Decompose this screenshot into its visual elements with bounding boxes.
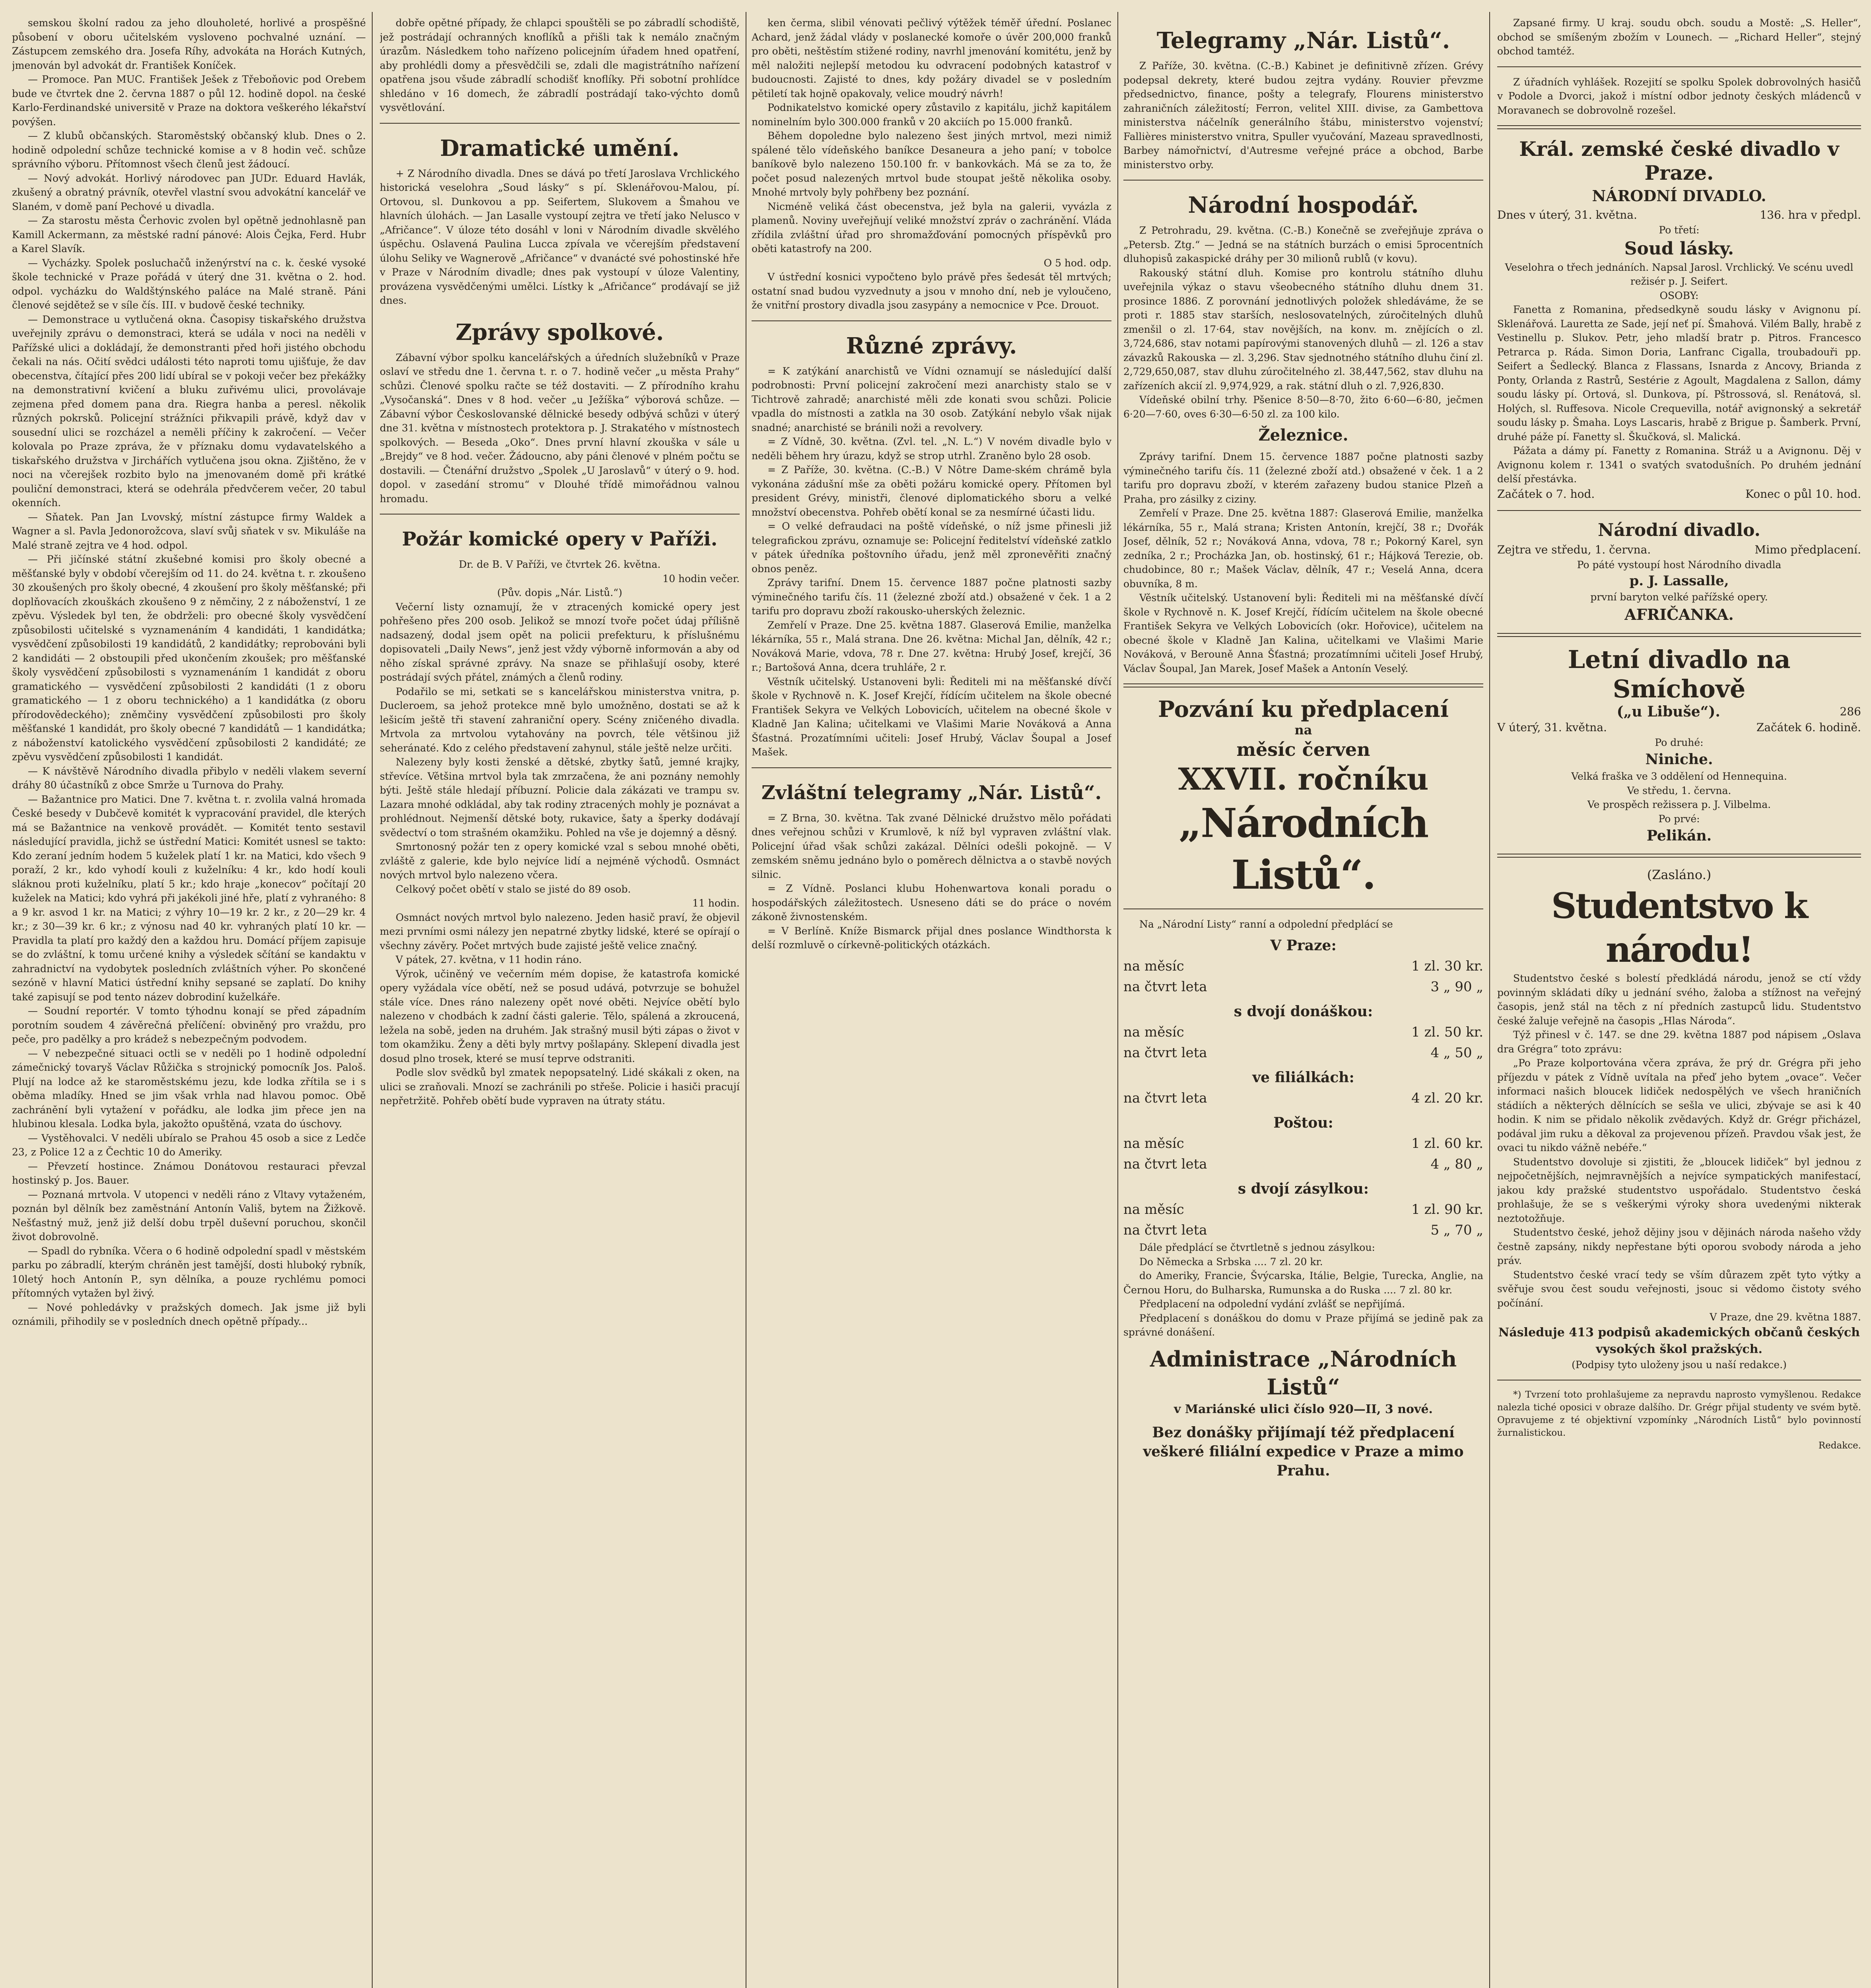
spolky-text [380,351,740,506]
paragraph: — Vystěhovalci. V neděli ubíralo se Prahou 45 osob a sice z Ledče 23, z Police 12 a z Čechtic 10 do Ameriky. [12,1132,366,1158]
paragraph: dobře opětné případy, že chlapci spouštěli se po zábradlí schodiště, jež postrádají ochranných knoflíků a přišli tak k nemálo značným úrazům. Následkem toho nařízeno policejním úřadem hned opatření, aby prohlédli domy a přesvědčili se, zdali dle magistrátního nařízení opatřena jsou všude zábradlí schodišť knoflíky. Při sobotní prohlídce shledáno v 16 domech, že zábradlí postrádají tako-výchto domů vysvětlování. [380,17,740,113]
po-treti: Po třetí: [1659,224,1700,236]
price-value: 3 „ 90 „ [1430,979,1483,995]
price-outro-3: do Ameriky, Francie, Švýcarska, Itálie, Belgie, Turecka, Anglie, na Černou Horu, do Bulharska, Rumunska a do Ruska .... 7 zl. 80 kr. [1123,1270,1483,1296]
column-3-text [752,16,1111,256]
theatre-dateline [1497,207,1861,223]
section-divider [1123,683,1483,687]
paragraph: Rakouský státní dluh. Komise pro kontrolu státního dluhu uveřejnila výkaz o stavu všeobecného státního dluhu dnem 31. prosince 1886. Z porovnání jednotlivých položek shledáváme, že se proti r. 1885 stav starších, neslosovatelných, zúročitelných dluhů zmenšil o zl. 17·64, stav novějších, na konv. m. znějících o zl. 3,724,686, stav notami papírovými stanovených dluhů — zl. 126 a stav závazků Rakouska — zl. 3,296. Stav sjednotného státního dluhu činí zl. 2,729,650,087, stav dluhu zúročitelného zl. 38,447,562, stav dluhu na zařízeních akcií zl. 9,974,929, a rak. státní dluh o zl. 7,926,830. [1123,267,1483,392]
paragraph: Studentstvo české s bolestí předkládá národu, jenož se ctí vždy povinným skládati díky u jednání svého, žaloba a stížnost na veřejný časopis, jenž stál na těch z ní předních zastupců lidu. Studentstvo české žaluje veřejně na časopis „Hlas Národa“. [1497,973,1861,1027]
play-title: Soud lásky. [1624,238,1734,259]
osoby: OSOBY: [1659,289,1699,301]
paragraph: „Po Praze kolportována včera zpráva, že prý dr. Grégra při jeho příjezdu v pátek z Vídně uvítala na přeď jeho bytem „ovace“. Večer informaci našich bloucek lidiček nedospělých ve všech hraničních stádiích a některých dělnících se sešla ve ulici, zbývaje se asi k 40 hodin. K nim se přidalo několik zvědavých. Když dr. Grégr přicházel, podával jim ruku a děkoval za projevenou přízeň. Pravdou však jest, že ovaci tu nikdo vážně nebéře.“ [1497,1057,1861,1153]
paragraph: = Z Brna, 30. května. Tak zvané Dělnické družstvo mělo pořádati dnes veřejnou schůzi v Krumlově, k níž byl vypraven zvláštní vlak. Policejní úřad však schůzi zakázal. Dělníci odešli pokojně. — V zemském sněmu jednáno bylo o poměrech dělnictva a o stavbě nových silnic. [752,812,1111,880]
section-divider [1497,633,1861,637]
paragraph: — Sňatek. Pan Jan Lvovský, místní zástupce firmy Waldek a Wagner a sl. Pavla Jedonorožcova, slaví svůj sňatek v sv. Mikuláše na Malé straně zejtra ve 4 hod. odpol. [12,511,366,551]
pelikan: Pelikán. [1646,827,1712,844]
theatre-times [1497,486,1861,502]
hosp-heading: Národní hospodář. [1188,192,1419,218]
opera-time: 10 hodin večer. [663,573,740,584]
pozvani-na: na [1294,722,1312,738]
ruzne-heading: Různé zprávy. [846,332,1017,359]
section-divider [1497,66,1861,67]
paragraph: — Promoce. Pan MUC. František Ješek z Třeboňovic pod Orebem bude ve čtvrtek dne 2. června 1887 o půl 12. hodině dopol. na české Karlo-Ferdinandské universitě v Praze na doktora veškerého lékařství povýšen. [12,74,366,128]
mimo: Mimo předplacení. [1754,543,1861,556]
nd-dateline [1497,542,1861,558]
paragraph: V pátek, 27. května, v 11 hodin ráno. [396,954,582,965]
paragraph: semskou školní radou za jeho dlouholeté, horlivé a prospěšné působení v oboru učitelském vysloveno pochvalné uznání. — Zástupcem zemského dra. Josefa Ríhy, advokáta na Horách Kutných, jmenován byl advokát dr. František Koníček. [12,17,366,71]
theatre-sub: NÁRODNÍ DIVADLO. [1592,187,1766,205]
paragraph: Během dopoledne bylo nalezeno šest jiných mrtvol, mezi nimiž spálené tělo vídeňského baníkce Desaneura a jeho paní; v tobolce baníkově bylo nalezeno 150.100 fr. v bankovkách. Má se za to, že počet posud nalezených mrtvol bude stoupat ještě několika osoby. Mnohé mrtvoly byly pohřbeny bez poznání. [752,130,1111,198]
footnote: *) Tvrzení toto prohlašujeme za nepravdu naprosto vymyšlenou. Redakce nalezla tiché oposici v obraze dalšího. Dr. Grégr přijal studenty ve svém bytě. Opravujeme z té objektivní vzpomínky „Národních Listů“ bylo povinností žurnalistickou. [1497,1390,1861,1438]
column-1 [12,16,366,1988]
price-value: 1 zl. 90 kr. [1411,1202,1483,1217]
opera-heading: Požár komické opery v Paříži. [402,528,718,550]
paragraph: Podle slov svědků byl zmatek nepopsatelný. Lidé skákali z oken, na ulici se zraňovali. Mnozí se zachránili po střeše. Policie i hasiči pracují nepřetržitě. Pohřeb obětí bude vypraven na útraty státu. [380,1067,740,1107]
paragraph: Zábavní výbor spolku kancelářských a úředních služebníků v Praze oslaví ve středu dne 1. června t. r. o 7. hodině večer „u města Prahy“ schůzi. Členové spolku račte se též dostaviti. — Z přírodního krahu „Vysočanská“. Dnes v 8 hod. večer „u Ježíška“ výborová schůze. — Zábavní výbor Českoslovanské dělnické besedy odbývá schůzi v úterý dne 31. května v místnostech protektora p. J. Strakatého v místnostech spolkových. — Beseda „Oko“. Dnes první hlavní zkouška v sále u „Brejdy“ ve 8 hod. večer. Žádoucno, aby páni členové v plném počtu se dostavili. — Čtenářní družstvo „Spolek „U Jaroslavů“ v úterý o 9. hod. dopol. v zasedání stromu“ v Dlouhé třídě mimořádnou valnou hromadu. [380,351,740,505]
paragraph: = Z Vídně. Poslanci klubu Hohenwartova konali poradu o hospodářských záležitostech. Usneseno dáti se do práce o novém zákoně živnostenském. [752,883,1111,922]
pat: Po páté vystoupí host Národního divadla [1577,559,1782,571]
paragraph: Věstník učitelský. Ustanovení byli: Řediteli mi na měšťanské dívčí škole v Rychnově n. K. Josef Krejčí, řídícím učitelem na škole obecné František Sekyra ve Velkých Lobovicích (okr. Hořovice), učitelem na obecné škole v Kladně Jan Kalina, učitelkami ve Vlašimi Marie Nováková, v Berouně Anna Šťastná; prozatímními učiteli Josef Hrubý, Václav Šoupal, Jan Marek, Josef Mašek a Antonín Veselý. [1123,592,1483,674]
price-outro-2: Do Německa a Srbska .... 7 zl. 20 kr. [1139,1256,1323,1268]
admin-sub: v Mariánské ulici číslo 920—II, 3 nové. [1174,1402,1433,1416]
letni-num: 286 [1840,705,1861,718]
price-section: s dvojí donáškou: [1234,1003,1373,1020]
libuse: („u Libuše“). [1616,703,1720,720]
pozvani-nl: „Národních Listů“. [1178,799,1428,898]
footnote-sig: Redakce. [1818,1441,1861,1451]
paragraph: = V Berlíně. Kníže Bismarck přijal dnes poslance Windthorsta k delší rozmluvě o církevně-politických otázkách. [752,925,1111,951]
price-label: na měsíc [1123,1024,1184,1040]
nd-heading: Národní divadlo. [1598,520,1760,540]
price-label: na čtvrt leta [1123,979,1207,995]
opera-dateline: Dr. de B. V Paříži, ve čtvrtek 26. května. [459,559,661,570]
price-value: 5 „ 70 „ [1430,1222,1483,1238]
zejtra: Zejtra ve středu, 1. června. [1497,543,1651,556]
paragraph: Zemřelí v Praze. Dne 25. května 1887: Glaserová Emilie, manželka lékárníka, 55 r., Malá strana; Kristen Antonín, krejčí, 38 r.; Dvořák Josef, dělník, 52 r.; Nováková Anna, vdova, 78 r.; Pokorný Karel, syn zedníka, 2 r.; Procházka Jan, ob. hostinský, 61 r.; Hájková Terezie, ob. chudobince, 80 r.; Mašek Václav, dělník, 47 r.; Veselá Anna, dcera obuvníka, 8 m. [1123,507,1483,590]
price-label: na čtvrt leta [1123,1045,1207,1061]
section-divider [380,123,740,124]
column-rule [372,12,373,1988]
paragraph: + Z Národního divadla. Dnes se dává po třetí Jaroslava Vrchlického historická veselohra „Soud lásky“ s pí. Sklenářovou-Malou, pí. Ortovou, sl. Dunkovou a pp. Seifertem, Slukovem a Šmahou ve hlavních úlohách. — Jan Lasalle vystoupí zejtra ve třetí jako Nelusco v „Afričance“. V úloze této dosáhl v loni v Národním divadle skvělého úspěchu. Oslavená Paulina Lucca zpívala ve včerejším představení úlohu Seliky ve Wagnerově „Afričance“ v dvanácté své pohostinské hře v Praze v Národním divadle; dnes pak vystoupí v úloze Valentiny, provázena vysvědčenými umělci. Lístky k „Afričance“ prodávají se již dnes. [380,167,740,306]
paragraph: Celkový počet obětí v stalo se jisté do 89 osob. [396,883,631,895]
paragraph: Výrok, učiněný ve večerním mém dopise, že katastrofa komické opery vyžádala více obětí, než se posud udává, potvrzuje se bohužel stále více. Dnes ráno nalezeny opět nové oběti. Nejvíce obětí bylo nalezeno v chodbách k zadní části galerie. Tělo, spálená a zkroucená, ležela na sobě, jeden na druhém. Jak strašný musil býti zápas o život v tom okamžiku. Ženy a děti byly mrtvy pošlapány. Sklepení divadla jest dosud plno trosek, které se musí teprve odstraniti. [380,968,740,1064]
paragraph: Nalezeny byly kosti ženské a dětské, zbytky šatů, jemné krajky, střevíce. Většina mrtvol byla tak zmrzačena, že ani poznány nemohly býti. Ještě stále hledají příbuzní. Policie dala zákázati ve trampu sv. Lazara mnohé odkládal, aby tak rodiny ztracených mohly je poznávat a prohlédnout. Nejmenší dětské boty, rukavice, šaty a šperky dodávají svědectví o tom strašném okamžiku. Pohled na vše je dojemný a děsný. [380,756,740,839]
price-row [1123,1022,1483,1043]
paragraph: — Nové pohledávky v pražských domech. Jak jsme již byli oznámili, přihodily se v posledních dnech opětně případy... [12,1301,366,1327]
prospech: Ve prospěch režissera p. J. Vilbelma. [1587,799,1771,810]
price-section: s dvojí zásylkou: [1238,1180,1369,1197]
po-druhe: Po druhé: [1655,736,1704,748]
streda: Ve středu, 1. června. [1627,784,1731,796]
telegram-text [1123,59,1483,172]
price-row [1123,956,1483,977]
price-value: 1 zl. 50 kr. [1411,1024,1483,1040]
price-outro-5: Předplacení s donáškou do domu v Praze přijímá se jedině pak za správné donášení. [1123,1312,1483,1338]
lassalle: p. J. Lassalle, [1629,573,1729,589]
theatre-num: 136. hra v předpl. [1760,208,1861,221]
paragraph: Zapsané firmy. U kraj. soudu obch. soudu a Mostě: „S. Heller“, obchod se smíšeným zbožím v Lounech. — „Richard Heller“, stejný obchod tamtéž. [1497,17,1861,57]
paragraph: — Za starostu města Čerhovic zvolen byl opětně jednohlasně pan Kamill Ackermann, za městské radní pánové: Alois Čejka, Ferd. Hubr a Karel Slavík. [12,215,366,254]
col3-time: O 5 hod. odp. [1043,257,1111,269]
letni-zac: Začátek 6. hodině. [1756,720,1861,734]
dramatic-text [380,167,740,308]
section-divider [752,320,1111,321]
theatre-date: Dnes v úterý, 31. května. [1497,208,1637,221]
opera-text [380,600,740,897]
column-5-top-text [1497,16,1861,58]
pozvani-mesic: měsíc červen [1236,738,1370,760]
letni-date: V úterý, 31. května. [1497,720,1607,734]
stud-heading: Studentstvo k národu! [1551,885,1807,970]
price-label: na čtvrt leta [1123,1156,1207,1172]
section-divider [1497,125,1861,129]
paragraph: — Převzetí hostince. Známou Donátovou restauraci převzal hostinský p. Jos. Bauer. [12,1160,366,1186]
paragraph: — Spadl do rybníka. Včera o 6 hodině odpolední spadl v městském parku po zábradlí, kterým chráněn jest tamější, dosti hluboký rybník, 10letý hoch Antonín P., syn dělníka, a pouze rychlému pomoci přítomných vytažen byl živý. [12,1245,366,1299]
price-label: na čtvrt leta [1123,1090,1207,1106]
price-outro-1: Dále předplácí se čtvrtletně s jednou zásylkou: [1139,1242,1375,1253]
section-divider [752,767,1111,768]
price-row [1123,1088,1483,1109]
column-3 [752,16,1111,1988]
zel-heading: Železnice. [1258,426,1348,445]
price-section: ve filiálkách: [1252,1069,1354,1086]
hosp-text [1123,223,1483,421]
opera-source: (Pův. dopis „Nár. Listů.“) [497,587,622,598]
konec: Konec o půl 10. hod. [1745,487,1861,501]
dramatic-heading: Dramatické umění. [440,135,680,161]
paragraph: Věstník učitelský. Ustanoveni byli: Řediteli mi na měšťanské dívčí škole v Rychnově n. K. Josef Krejčí, řídícím učitelem na škole obecné František Sekyra ve Velkých Lobovicích, učitelem na obecné škole v Kladně Jan Kalina; učitelkami ve Vlašimi Marie Nováková a Anna Šťastná. Prozatímními učiteli: Josef Hrubý, Václav Šoupal a Josef Mašek. [752,676,1111,758]
column-2 [380,16,740,1988]
paragraph: Osmnáct nových mrtvol bylo nalezeno. Jeden hasič praví, že objevil mezi prvními osmi nálezy jen nepatrné zbytky lidské, které se opírají o všechny závěry. Počet mrtvých bude zajisté ještě velice značný. [380,911,740,951]
play-desc: Veselohra o třech jednáních. Napsal Jarosl. Vrchlický. Ve scénu uvedl režisér p. J. Seifert. [1505,261,1854,287]
column-5 [1497,16,1861,1988]
paragraph: — Poznaná mrtvola. V utopenci v neděli ráno z Vltavy vytaženém, poznán byl dělník bez zaměstnání Antonín Vališ, bytem na Žižkově. Nešťastný muž, jenž již delší dobu trpěl duševní poruchou, skončil život dobrovolně. [12,1188,366,1242]
price-label: na měsíc [1123,1136,1184,1151]
section-divider [1497,854,1861,858]
paragraph: — Bažantnice pro Matici. Dne 7. května t. r. zvolila valná hromada České besedy v Dubčevě komitét k vypracování pravidel, dle kterých má se Bažantnice na venkově provádět. — Komitét tento sestavil následující pravidla, jichž se ústřední Matici: Komitét usnesl se takto: Kdo zeraní jedním hodem 5 kuželek platí 1 kr. na Matici, kdo všech 9 poraží, 2 kr., kdo vyhodí kouli z kuželníku: 4 kr., kdo hodí kouli sláknou proti kuželníku, platí 5 kr.; kdo hraje „konecov“ počítají 20 kuželek na Matici; kdo vyhrá při jakékoli jiné hře, platí z vyhraného: 8 a 9 kr. asvod 1 kr. na Matici; z výhry 10—19 kr. 2 kr., z 20—29 kr. 4 kr.; z 30—39 kr. 6 kr.; z výnosu nad 40 kr. vyhraných platí 10 kr. — Pravidla ta platí pro každý den a každou hru. Domácí příjem zapisuje se do zvláštní, k tomu určené knihy a výsledek sčítání se kandaktu v zahradnictví na vydobytek posledních zvláštních výher. Po skončené sezóně v hlavní Matici ústřední knihy sepsané se zaplatí. Do knihy také zapisují se pod tento název dobrodiní kuželkáře. [12,793,366,1003]
price-row [1123,1220,1483,1241]
niniche: Niniche. [1645,751,1713,768]
price-row [1123,1154,1483,1175]
price-row [1123,977,1483,997]
zvl-heading: Zvláštní telegramy „Nár. Listů“. [761,781,1102,804]
paragraph: — V nebezpečné situaci octli se v neděli po 1 hodině odpolední zámečnický tovaryš Václav Růžička s strojnický pomocník Jos. Paloš. Plují na lodce až ke staroměstskému jezu, kde lodka zřítila se i s oběma mladíky. Hned se jim však vrhla nad hlavou pomoc. Obě zachránění byli vytažení v pořádku, ale lodka jim přece jen na hlubinou klesala. Lodka byla, jakožto opuštěná, vzata do úschovy. [12,1047,366,1130]
paragraph: — Demonstrace u vytlučená okna. Časopisy tiskařského družstva uveřejnily zprávu o demonstraci, která se udála v noci na neděli v Pařížské ulici a dokládají, že demonstranti před hoři jistého obchodu čekali na nás. Očití svědci události této naproti tomu ujišťuje, že dav obecenstva, čítající přes 200 lidí ubíral se v pokoji večer bez překážky na demonstrativní kvičení a bluku zuřivému ulici, provolávaje zejmena před domem pana dra. Riegra hanba a peresl. několik různých pokrsků. Policejní strážníci přikvapili právě, když dav v sousední ulici se rozcházel a neměli příčiny k zakročení. — Večer kolovala po Praze zpráva, že v příznaku domu vydavatelského a tiskařského družstva v Jirchářích vytlučena jsou okna. Zjištěno, že v noci na včerejšek rozbito bylo na jmenovaném domě při krátké pouliční demonstraci, která se odehrála předvčerem večer, 20 tabul okenních. [12,313,366,509]
zacatek: Začátek o 7. hod. [1497,487,1595,501]
admin-heading: Administrace „Národních Listů“ [1150,1346,1457,1400]
paragraph: Z Paříže, 30. května. (C.-B.) Kabinet je definitivně zřízen. Grévy podepsal dekrety, které budou zejtra vydány. Rouvier převzme předsednictvo, finance, pošty a telegrafy, Flourens ministerstvo zahraničních záležitostí; Ferron, velitel XIII. divise, za Gambettova ministerstva náčelník generálního štábu, ministerstvo vojenství; Fallières ministerstvo vnitra, Spuller vyučování, Mazeau spravedlnosti, Barbey námořnictví, d'Autresme veřejné práce a obchod, Barbe ministerstvo orby. [1123,60,1483,171]
paragraph: Studentstvo české, jehož dějiny jsou v dějinách národa našeho vždy čestně zapsány, nikdy nepřestane býti oporou svobody národa a jeho práv. [1497,1227,1861,1266]
paragraph: — Vycházky. Spolek posluchačů inženýrství na c. k. české vysoké škole technické v Praze pořádá v úterý dne 31. května o 2. hod. odpol. vycházku do Waldštýnského paláce na Malé straně. Páni členové sejdětež se v síle čís. III. v budově české techniky. [12,257,366,311]
price-intro: Na „Národní Listy“ ranní a odpolední předplácí se [1139,918,1393,930]
zel-text [1123,450,1483,676]
paragraph: Podnikatelstvo komické opery zůstavilo z kapitálu, jichž kapitálem nominelním bylo 300.000 franků v 20 akciích po 15.000 franků. [752,102,1111,128]
letni-sub [1497,704,1861,720]
paragraph: — Z klubů občanských. Staroměstský občanský klub. Dnes o 2. hodině odpolední schůze technické komise a v 8 hodin več. schůze správního výboru. Přítomnost všech členů jest žádoucí. [12,130,366,170]
column-3-text-2 [752,270,1111,313]
price-list [1123,935,1483,1241]
price-value: 1 zl. 60 kr. [1411,1136,1483,1151]
pozvani-heading: Pozvání ku předplacení [1158,696,1449,722]
paragraph: Z úřadních vyhlášek. Rozejití se spolku Spolek dobrovolných hasičů v Podole a Dvorci, jakož i místní odbor jednoty českých mládenců v Moravanech se dobrovolně rozešel. [1497,76,1861,116]
paragraph: = O velké defraudaci na poště vídeňské, o níž jsme přinesli již telegrafickou zprávu, oznamuje se: Policejní ředitelství vídeňské zatklo v pátek úředníka poštovního úřadu, jenž měl zpronevěřiti značný obnos peněz. [752,520,1111,575]
theatre-heading: Král. zemské české divadlo v Praze. [1519,137,1839,184]
zaslano: (Zasláno.) [1647,867,1712,882]
column-5-top-text-2 [1497,75,1861,118]
prvni: první baryton velké pařížské opery. [1590,591,1768,603]
telegram-heading: Telegramy „Nár. Listů“. [1156,27,1450,54]
stud-signed: V Praze, dne 29. května 1887. [1710,1311,1861,1323]
paragraph: Zprávy tarifní. Dnem 15. července 1887 počne platnosti sazby výminečného tarifu čís. 11 (železné zboží atd.) obsažené v ček. 1 a 2 tarifu pro dopravu zboží rakousko-uherských železnic. [752,577,1111,617]
pozvani-rocnik: XXVII. ročníku [1178,761,1429,797]
price-value: 4 „ 50 „ [1430,1045,1483,1061]
price-label: na měsíc [1123,1202,1184,1217]
price-outro-4: Předplacení na odpolední vydání zvlášť se nepřijímá. [1139,1298,1405,1310]
price-section: V Praze: [1270,937,1337,954]
zvl-text [752,811,1111,952]
paragraph: = K zatýkání anarchistů ve Vídni oznamují se následující další podrobnosti: První policejní zakročení mezi anarchisty stalo se v Tichtrově zahradě; anarchisté měli zde konati svou schůzi. Policie vpadla do místnosti a zatkla na 30 osob. Zatýkání nebylo však nijak snadné; anarchisté se bránili noži a revolvery. [752,365,1111,433]
price-row [1123,1133,1483,1154]
niniche-desc: Velká fraška ve 3 oddělení od Hennequina. [1571,771,1787,782]
price-row [1123,1199,1483,1220]
column-4 [1123,16,1483,1988]
paragraph: Vídeňské obilní trhy. Pšenice 8·50—8·70, žito 6·60—6·80, ječmen 6·20—7·60, oves 6·30—6·50 zl. za 100 kilo. [1123,394,1483,420]
paragraph: Večerní listy oznamují, že v ztracených komické opery jest pohřešeno přes 200 osob. Jelikož se mnozí tvoře počet údaj přílišně nadsazený, dodal jsem opět na policii prefekturu, k příslušnému dopisovateli „Daily News“, jenž jest vždy výborně informován a aby od něho získal správné zprávy. Na snaze se přihlašují osoby, které postrádají svých přátel, známých a členů rodiny. [380,601,740,683]
stud-podpisy: (Podpisy tyto uloženy jsou u naší redakce.) [1572,1359,1787,1371]
price-value: 1 zl. 30 kr. [1411,958,1483,974]
paragraph: Zemřelí v Praze. Dne 25. května 1887. Glaserová Emilie, manželka lékárníka, 55 r., Malá strana. Dne 26. května: Michal Jan, dělník, 42 r.; Nováková Marie, vdova, 78 r. Dne 27. května: Hrubý Josef, krejčí, 36 r.; Bartošová Anna, dcera truhláře, 2 r. [752,619,1111,673]
column-2-top-text [380,16,740,115]
paragraph: ken čerma, slibil vénovati pečlivý výtěžek téměř úřední. Poslanec Achard, jenž žádal vlády v poslanecké komoře o úvěr 200,000 franků pro oběti, neštěstím stižené rodiny, navrhl jmenování komitétu, jenž by měl naložiti nejlepší metodou ku odvracení podobných katastrof v budoucnosti. Zajisté to dnes, kdy požáry divadel se v posledním pětiletí tak hojně opakovaly, velice moudrý návrh! [752,17,1111,99]
paragraph: Studentstvo dovoluje si zjistiti, že „bloucek lidiček“ byl jednou z nejpočetnějších, nejmravnějších a nejvíce sympatických manifestací, jakou kdy pražské studentstvo uspořádalo. Studentstvo česká prohlašuje, že se s veškerými výroky shora uvedenými nikterak neztotožňuje. [1497,1156,1861,1224]
paragraph: — Při jičínské státní zkušebné komisi pro školy obecné a měšťanské byly v období včerejším od 11. do 24. května t. r. zkoušeno 30 zkoušených pro školy obecné, 4 zkoušení pro školy měšťanské; při doplňovacích zkouškách zkoušeno 9 z němčiny, 2 z náboženství, 1 ze zpěvu. Výsledek byl ten, že obdrželi: pro obecné školy vysvědčení způsobilosti učitelské s vyznamenáním 4 kandidáti, 1 kandidátka; vysvědčení způsobilosti 19 kandidátů, 2 kandidátky; reprobováni byli 2 kandidáti — 2 obstoupili před ukončením zkoušek; pro měšťanské školy vysvědčení způsobilosti s vyznamenáním 1 kandidát z oboru gramatického — vysvědčení způsobilosti 2 kandidáti (1 z oboru gramatického — 1 z oboru technického) a 1 kandidátka (z oboru přírodovědeckého); zněmčiny vysvědčení způsobilosti pro školy měšťanské 1 kandidát, pro školy obecné 7 kandidátů — 1 kandidátka; z náboženství katolického vysvědčení způsobilosti 2 kandidáté; ze zpěvu vysvědčení způsobilosti 1 kandidát. [12,553,366,763]
cast-2: Pážata a dámy pí. Fanetty z Romanina. Stráž u a Avignonu. Děj v Avignonu kolem r. 1341 o svatých svatodušních. Po druhém jednání delší přestávka. [1497,445,1861,485]
price-label: na čtvrt leta [1123,1222,1207,1238]
section-divider [1123,180,1483,181]
admin-note: Bez donášky přijímají též předplacení veškeré filiální expedice v Praze a mimo Prahu. [1143,1424,1464,1479]
opera-text-2 [380,911,740,1108]
paragraph: = Z Paříže, 30. května. (C.-B.) V Nôtre Dame-ském chrámě byla vykonána zádušní mše za oběti požáru komické opery. Přítomen byl president Grévy, ministři, členové diplomatického sboru a velké množství obecenstva. Pohřeb obětí konal se za nesmírné účasti lidu. [752,464,1111,518]
paragraph: Týž přinesl v č. 147. se dne 29. května 1887 pod nápisem „Oslava dra Grégra“ toto zprávu: [1497,1029,1861,1055]
paragraph: V ústřední kosnici vypočteno bylo právě přes šedesát těl mrtvých; ostatní snad budou vyzvednuty a jsou v mnoho dní, neb je vyloučeno, že vnitřní prostory divadla jsou zasypány a nemocnice v Pce. Drouot. [752,271,1111,311]
price-row [1123,1043,1483,1063]
paragraph: — K návštěvě Národního divadla přibylo v neděli vlakem severní dráhy 80 účastníků z obce Smrže u Turnova do Prahy. [12,765,366,791]
column-rule [1489,12,1490,1988]
paragraph: Smrtonosný požár ten z opery komické vzal s sebou mnohé oběti, zvláště z galerie, kde bylo nejvíce lidí a nejméně východů. Osmnáct nových mrtvol bylo nalezeno včera. [380,841,740,881]
price-section: Poštou: [1273,1114,1333,1131]
letni-heading: Letní divadlo na Smíchově [1568,645,1791,703]
ruzne-text [752,364,1111,759]
price-value: 4 „ 80 „ [1430,1156,1483,1172]
section-divider [1497,510,1861,511]
stud-nasleduje: Následuje 413 podpisů akademických občanů českých vysokých škol pražských. [1498,1325,1860,1356]
africana: AFRIČANKA. [1624,605,1734,623]
paragraph: — Soudní reportér. V tomto týhodnu konají se před západním porotním soudem 4 závěrečná přelíčení: obviněný pro vraždu, pro peče, pro padělky a pro krádež s nebezpečným podvodem. [12,1005,366,1045]
paragraph: Studentstvo české vrací tedy se vším důrazem zpět tyto výtky a svěřuje svou čest soudu veřejnosti, jsouc si vědomo čistoty svého počínání. [1497,1269,1861,1309]
paragraph: Podařilo se mi, setkati se s kancelářskou ministerstva vnitra, p. Ducleroem, sa jehož protekce mně bylo umožněno, dostati se až k lešicím ještě tři stavení zahraniční opery. Scény zničeného divadla. Mrtvola za mrtvolou vytahovány na povrch, téle většinou již seheránaté. Kdo z celého představení zahynul, stále ještě nelze určiti. [380,685,740,754]
paragraph: Z Petrohradu, 29. května. (C.-B.) Konečně se zveřejňuje zpráva o „Petersb. Ztg.“ — Jedná se na státních burzách o emisi 5procentních dluhopisů zakaspické dráhy per 30 milionů rublů (v kovu). [1123,225,1483,264]
paragraph: — Nový advokát. Horlivý národovec pan JUDr. Eduard Havlák, zkušený a obratný právník, otevřel vlastní svou advokátní kancelář ve Slaném, v domě paní Pechové u divadla. [12,172,366,212]
price-value: 4 zl. 20 kr. [1411,1090,1483,1106]
spolky-heading: Zprávy spolkové. [455,319,664,346]
column-1-text [12,16,366,1329]
poprve: Po prvé: [1658,813,1700,825]
paragraph: Nicméně veliká část obecenstva, jež byla na galerii, vyvázla z plamenů. Noviny uveřejňují veliké množství zpráv o zachránění. Vláda zřídila zvláštní úřad pro shromažďování pomocných příspěvků pro oběti katastrofy na 200. [752,200,1111,254]
paragraph: = Z Vídně, 30. května. (Zvl. tel. „N. L.“) V novém divadle bylo v neděli během hry úrazu, když se strop utrhl. Zraněno bylo 28 osob. [752,436,1111,462]
price-label: na měsíc [1123,958,1184,974]
letni-dateline [1497,720,1861,736]
column-rule [1117,12,1118,1988]
cast: Fanetta z Romanina, předsedkyně soudu lásky v Avignonu pí. Sklenářová. Lauretta ze Sade, její neť pí. Šmahová. Vilém Bally, hrabě z Vestinellu p. Slukov. Petr, jeho mladší bratr p. Pitros. Francesco Petrarca p. Ráda. Simon Doria, Lanfranc Cigalla, troubadouři pp. Seifert a Šedlecký. Blanca z Flassans, Isnarda z Ancovy, Brianda z Ponty, Orlanda z Rastrů, Sestérie z Agoult, Magdalena z Sallon, dámy soudu lásky pí. Ortová, sl. Dunkova, pí. Pštrossová, sl. Renátová, sl. Holých, sl. Ruffesova. Nicole Crequevilla, notář avignonský a sekretář soudu lásky p. Šmaha. Loys Lascaris, hrabě z Brigue p. Šamberk. První, druhé páže pí. Fanetty sl. Škučková, sl. Malická. [1497,304,1861,443]
stud-text [1497,971,1861,1310]
opera-time-2: 11 hodin. [692,897,740,909]
paragraph: Zprávy tarifní. Dnem 15. července 1887 počne platnosti sazby výminečného tarifu čís. 11 (železné zboží atd.) obsažené v ček. 1 a 2 tarifu pro dopravu zboží, v kterém zařazeny budou stanice Plzeň a Praha, pro zásilky z ciziny. [1123,451,1483,505]
